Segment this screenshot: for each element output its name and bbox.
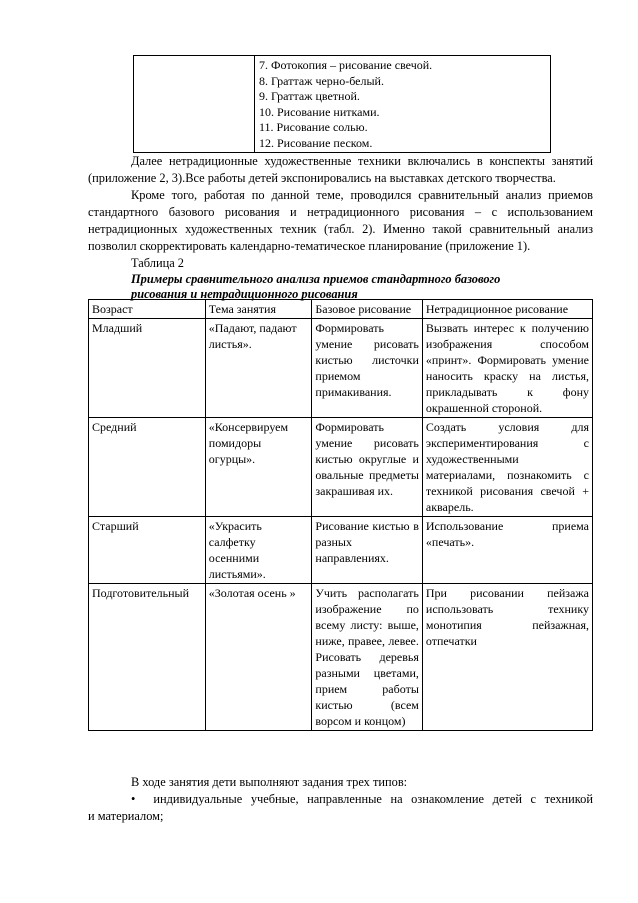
cell-nontraditional: Создать условия для экспериментирования с художественными материалами, познакомить с техникой рисования свечой + акварель. <box>422 418 592 517</box>
bullet-text-line-1: индивидуальные учебные, направленные на ознакомление детей с техникой <box>153 792 593 806</box>
cell-nontraditional: Вызвать интерес к получению изображения способом «принт». Формировать умение наносить краску на листья, прикладывать к фону окрашенной стороной. <box>422 319 592 418</box>
table-label: Таблица 2 <box>131 256 184 270</box>
comparison-table <box>88 299 593 731</box>
header-age: Возраст <box>89 300 206 319</box>
cell-nontraditional: Использование приема «печать». <box>422 517 592 584</box>
bullet-item <box>88 791 593 825</box>
table-title-line-2: рисования и нетрадиционного рисования <box>131 287 358 301</box>
technique-item: 11. Рисование солью. <box>259 120 368 134</box>
table-header-row <box>89 300 593 319</box>
techniques-list-cell <box>255 56 551 153</box>
header-basic: Базовое рисование <box>312 300 423 319</box>
table-row <box>89 584 593 731</box>
technique-item: 12. Рисование песком. <box>259 135 373 150</box>
cell-age: Старший <box>89 517 206 584</box>
cell-basic: Учить располагать изображение по всему листу: выше, ниже, правее, левее. Рисовать деревья разными цветами, прием работы кистью (всем ворсом и концом) <box>312 584 423 731</box>
cell-topic: «Падают, падают листья». <box>205 319 312 418</box>
paragraph-1 <box>88 153 593 187</box>
bullet-icon: • <box>131 792 136 806</box>
cell-age: Средний <box>89 418 206 517</box>
cell-basic: Формировать умение рисовать кистью округлые и овальные предметы закрашивая их. <box>312 418 423 517</box>
cell-basic: Формировать умение рисовать кистью листочки приемом примакивания. <box>312 319 423 418</box>
paragraph-line: Кроме того, работая по данной теме, проводился сравнительный анализ приемов <box>131 188 593 202</box>
table-row <box>89 418 593 517</box>
paragraph-line: позволил скорректировать календарно-тематическое планирование (приложение 1). <box>88 239 531 253</box>
bullet-text-line-2: и материалом; <box>88 809 164 823</box>
cell-nontraditional: При рисовании пейзажа использовать технику монотипия пейзажная, отпечатки <box>422 584 592 731</box>
paragraph-line: стандартного базового рисования и нетрадиционного рисования – с использованием <box>88 205 593 219</box>
paragraph-line: В ходе занятия дети выполняют задания трех типов: <box>131 775 408 789</box>
paragraph-line: Далее нетрадиционные художественные техники включались в конспекты занятий <box>131 154 593 168</box>
cell-topic: «Золотая осень » <box>205 584 312 731</box>
paragraph-2 <box>88 187 593 255</box>
table-row <box>89 517 593 584</box>
paragraph-3 <box>88 774 593 791</box>
cell-topic: «Украсить салфетку осенними листьями». <box>205 517 312 584</box>
techniques-table-continuation <box>133 55 551 153</box>
cell-age: Подготовительный <box>89 584 206 731</box>
technique-item: 7. Фотокопия – рисование свечой. <box>259 58 433 72</box>
paragraph-line: нетрадиционных художественных техник (табл. 2). Именно такой сравнительный анализ <box>88 222 593 236</box>
cell-age: Младший <box>89 319 206 418</box>
table-row <box>89 319 593 418</box>
cell-basic: Рисование кистью в разных направлениях. <box>312 517 423 584</box>
technique-item: 9. Граттаж цветной. <box>259 89 360 103</box>
empty-cell <box>134 56 255 153</box>
technique-item: 10. Рисование нитками. <box>259 104 380 119</box>
cell-topic: «Консервируем помидоры огурцы». <box>205 418 312 517</box>
header-topic: Тема занятия <box>205 300 312 319</box>
header-nontraditional: Нетрадиционное рисование <box>422 300 592 319</box>
table-title-line-1: Примеры сравнительного анализа приемов стандартного базового <box>131 272 501 286</box>
technique-item: 8. Граттаж черно-белый. <box>259 73 384 88</box>
bullet-first-line <box>88 791 593 808</box>
paragraph-line: (приложение 2, 3).Все работы детей экспонировались на выставках детского творчества. <box>88 171 556 185</box>
